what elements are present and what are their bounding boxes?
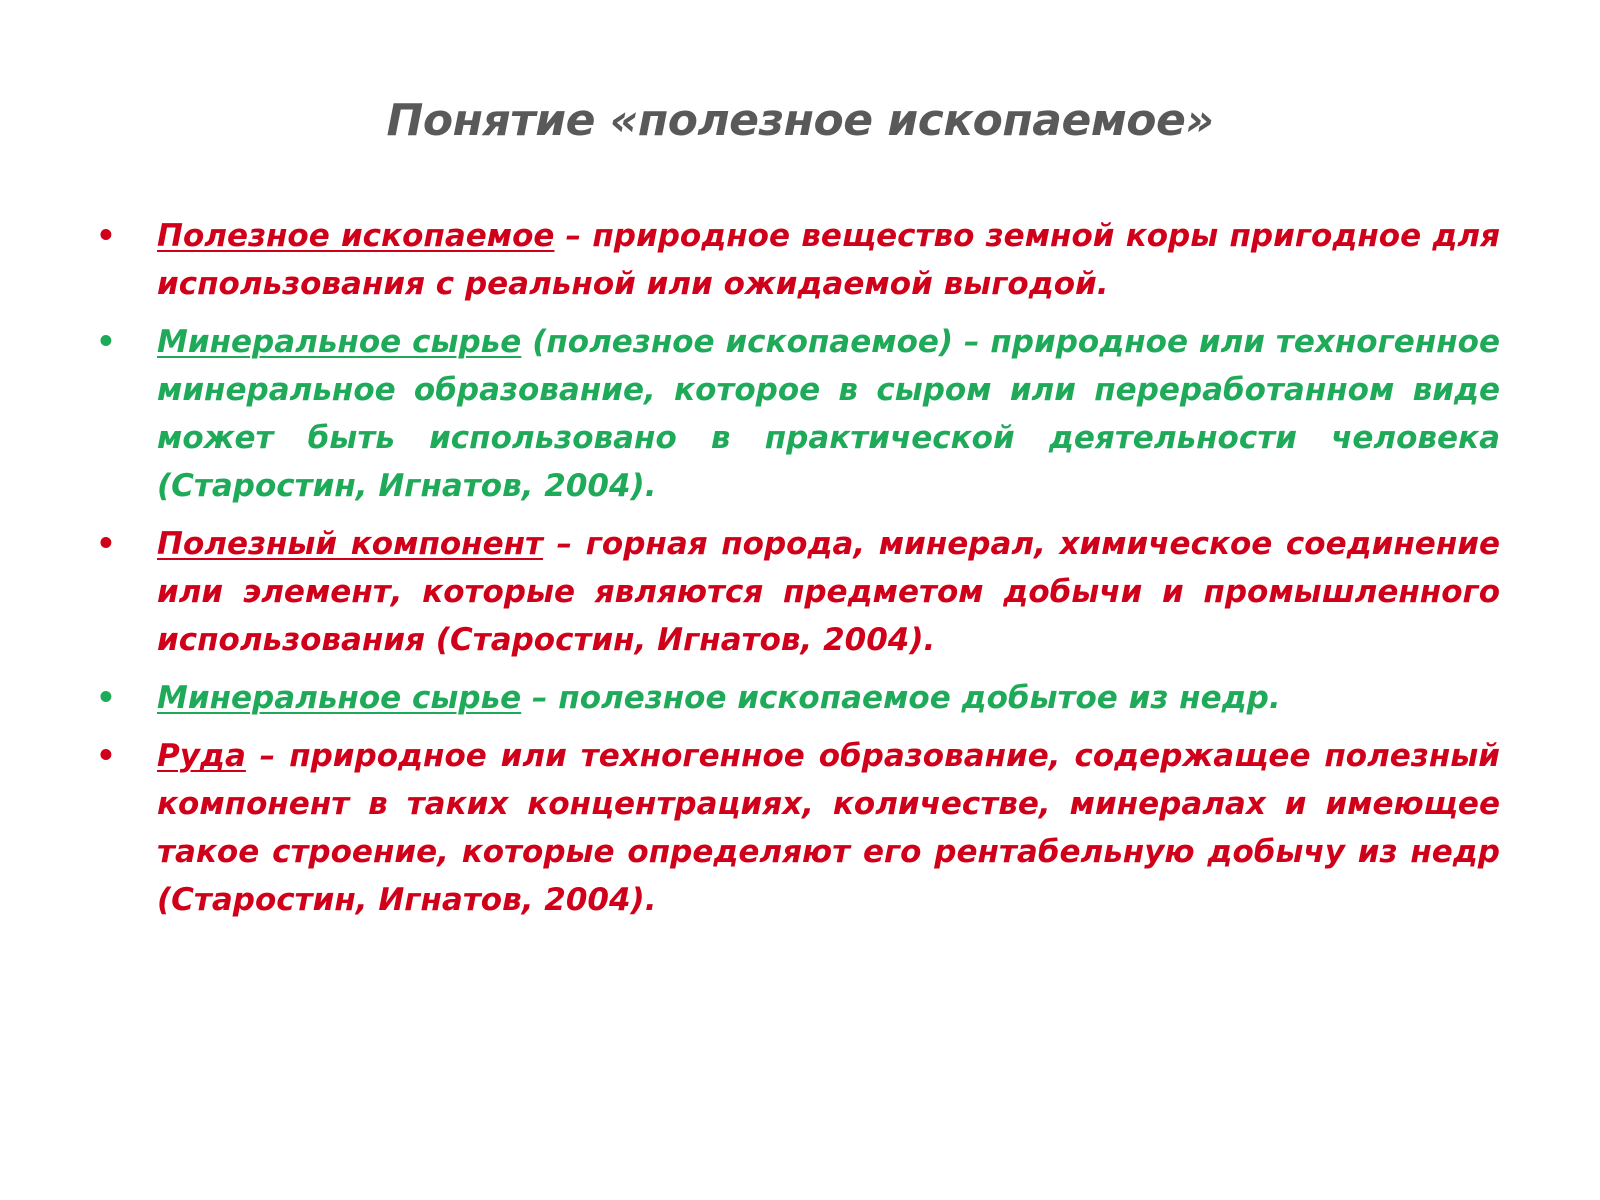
definition-term: Минеральное сырье [157,324,522,360]
slide-title: Понятие «полезное ископаемое» [386,95,1214,146]
definition-term: Полезный компонент [157,526,543,562]
definition-term: Минеральное сырье [157,680,522,716]
definition-item [96,212,1500,308]
definition-item [96,674,1500,722]
definition-text: – полезное ископаемое добытое из недр. [521,680,1281,716]
definition-text: (полезное ископаемое) – природное или техногенное минеральное образование, которое в сыром или переработанном виде может быть использовано в практической деятельности человека (Старостин, Игнатов, 2004). [157,324,1500,504]
definition-item [96,520,1500,664]
definition-text: – природное или техногенное образование, содержащее полезный компонент в таких концентрациях, количестве, минералах и имеющее такое строение, которые определяют его рентабельную добычу из недр (Старостин, Игнатов, 2004). [157,738,1500,918]
bullet-icon: • [96,738,116,774]
definition-text: – горная порода, минерал, химическое соединение или элемент, которые являются предметом добычи и промышленного использования (Старостин, Игнатов, 2004). [157,526,1500,658]
definition-term: Руда [157,738,246,774]
definition-item [96,318,1500,510]
definition-text: – природное вещество земной коры пригодное для использования с реальной или ожидаемой выгодой. [157,218,1500,302]
bullet-icon: • [96,680,116,716]
definition-term: Полезное ископаемое [157,218,555,254]
definition-list [96,212,1500,934]
bullet-icon: • [96,218,116,254]
bullet-icon: • [96,526,116,562]
bullet-icon: • [96,324,116,360]
definition-item [96,732,1500,924]
